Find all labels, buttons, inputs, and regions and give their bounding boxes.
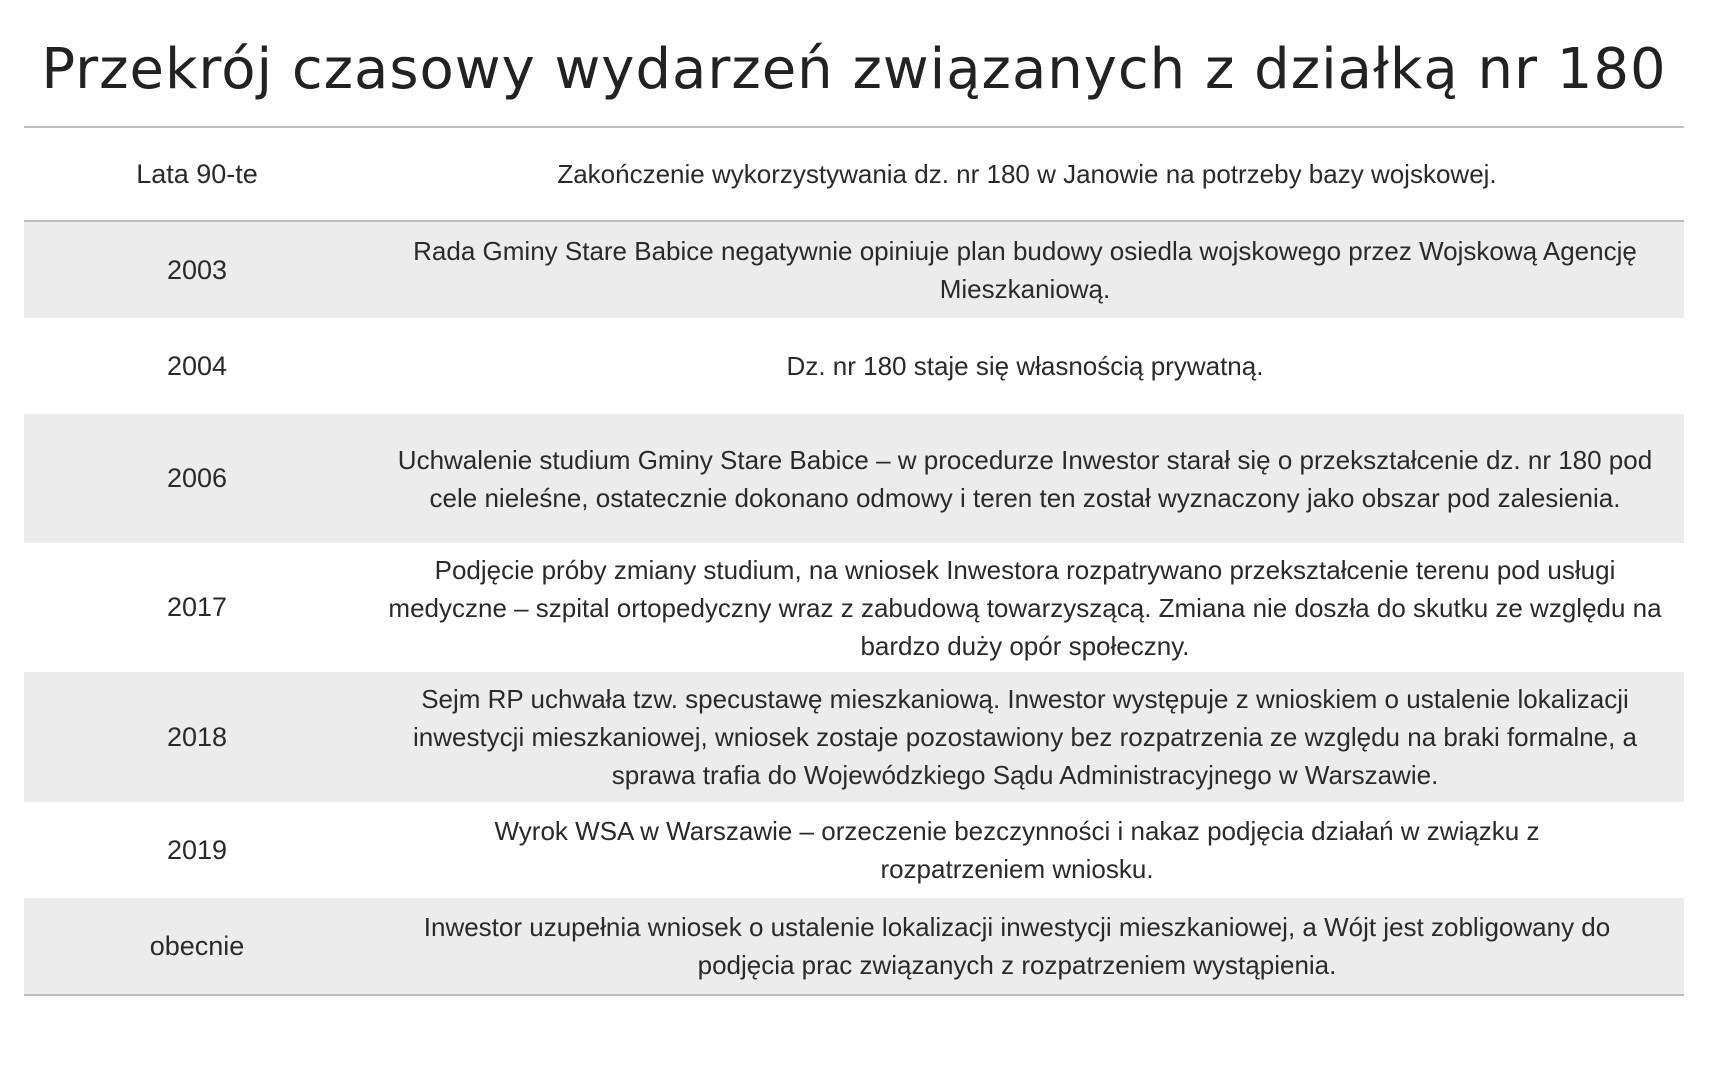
row-event: Zakończenie wykorzystywania dz. nr 180 w Janowie na potrzeby bazy wojskowej.: [557, 159, 1497, 189]
page-title: Przekrój czasowy wydarzeń związanych z działką nr 180: [41, 37, 1667, 102]
row-event: Sejm RP uchwała tzw. specustawę mieszkaniową. Inwestor występuje z wnioskiem o ustalenie lokalizacji inwestycji mieszkaniowej, wniosek zostaje pozostawiony bez rozpatrzenia ze względu na braki formalne, a sprawa trafia do Wojewódzkiego Sądu Administracyjnego w Warszawie.: [412, 684, 1638, 790]
table-row: [24, 414, 1684, 543]
row-event: Dz. nr 180 staje się własnością prywatną.: [786, 351, 1264, 381]
row-event: Inwestor uzupełnia wniosek o ustalenie lokalizacji inwestycji mieszkaniowej, a Wójt jest zobligowany do podjęcia prac związanych z rozpatrzeniem wystąpienia.: [423, 912, 1611, 980]
row-date: 2019: [166, 834, 228, 865]
row-date: 2004: [166, 350, 228, 381]
table-row: [24, 543, 1684, 672]
table-row: [24, 222, 1684, 318]
table-row: [24, 318, 1684, 414]
row-event: Podjęcie próby zmiany studium, na wniosek Inwestora rozpatrywano przekształcenie terenu pod usługi medyczne – szpital ortopedyczny wraz z zabudową towarzyszącą. Zmiana nie doszła do skutku ze względu na bardzo duży opór społeczny.: [388, 554, 1662, 661]
row-date: 2017: [166, 592, 228, 622]
table-row: [24, 898, 1684, 994]
timeline-table: [24, 126, 1684, 996]
row-date: 2006: [166, 463, 228, 493]
table-row: [24, 672, 1684, 802]
row-date: Lata 90-te: [136, 158, 258, 189]
table-row: [24, 128, 1684, 222]
row-date: obecnie: [149, 930, 245, 961]
table-row: [24, 802, 1684, 898]
row-event: Wyrok WSA w Warszawie – orzeczenie bezczynności i nakaz podjęcia działań w związku z rozpatrzeniem wniosku.: [494, 816, 1540, 884]
row-date: 2018: [166, 721, 228, 752]
row-event: Uchwalenie studium Gminy Stare Babice – w procedurze Inwestor starał się o przekształcenie dz. nr 180 pod cele nieleśne, ostatecznie dokonano odmowy i teren ten został wyznaczony jako obszar pod zalesienia.: [397, 444, 1653, 513]
row-date: 2003: [166, 254, 228, 285]
row-event: Rada Gminy Stare Babice negatywnie opiniuje plan budowy osiedla wojskowego przez Wojskową Agencję Mieszkaniową.: [413, 236, 1637, 304]
